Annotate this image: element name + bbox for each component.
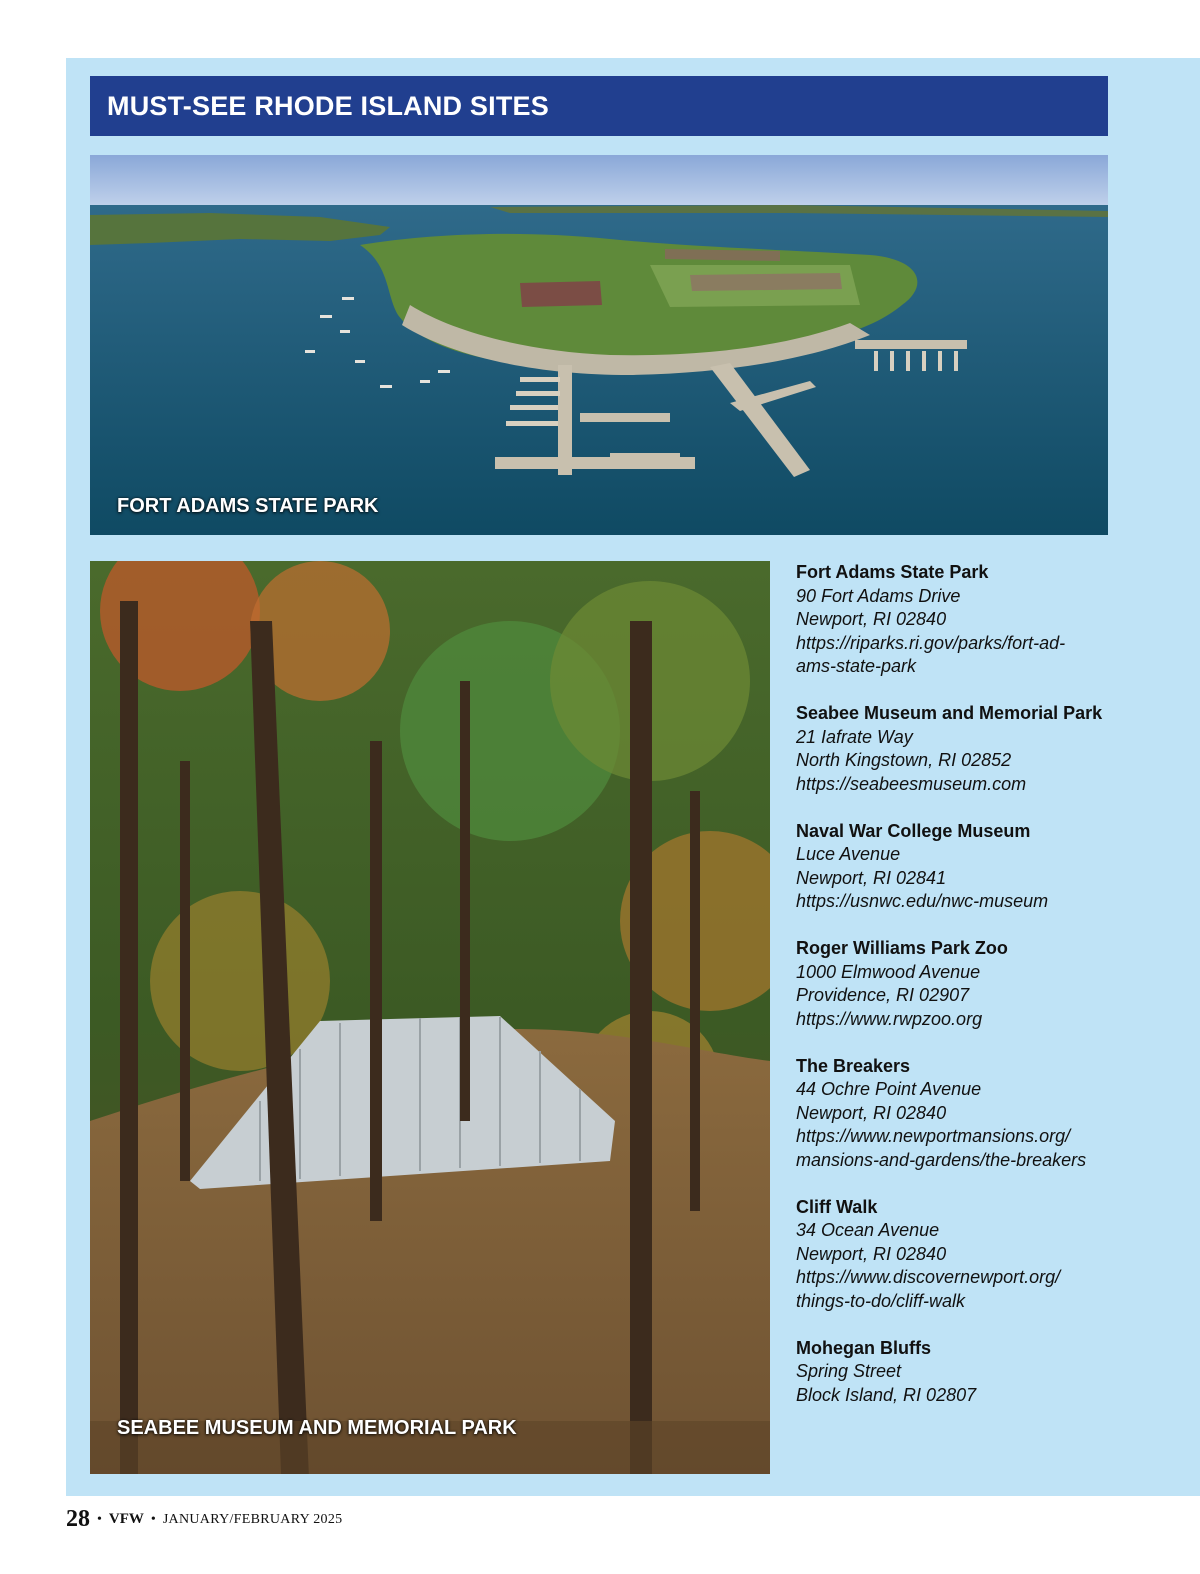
- site-name: The Breakers: [796, 1055, 911, 1076]
- site-name: Roger Williams Park Zoo: [796, 938, 1008, 958]
- site-entry: [796, 702, 1191, 796]
- site-entry: [796, 561, 1191, 679]
- site-entry: [796, 937, 1191, 1031]
- site-address: 1000 Elmwood Avenue: [796, 961, 981, 982]
- site-entry: [796, 820, 1191, 914]
- footer-separator: •: [97, 1512, 102, 1527]
- page-number: 28: [66, 1506, 90, 1532]
- site-city: Newport, RI 02840: [796, 1102, 947, 1123]
- site-address: 44 Ochre Point Avenue: [796, 1079, 982, 1099]
- site-url-continued: things-to-do/cliff-walk: [796, 1290, 966, 1311]
- site-city: Block Island, RI 02807: [796, 1384, 977, 1405]
- site-city: Providence, RI 02907: [796, 985, 970, 1005]
- site-city: Newport, RI 02840: [796, 1243, 947, 1264]
- site-address: Luce Avenue: [796, 844, 901, 864]
- site-name: Fort Adams State Park: [796, 562, 989, 582]
- site-city: Newport, RI 02841: [796, 867, 947, 888]
- site-url-continued: ams-state-park: [796, 656, 917, 676]
- page-footer: [66, 1506, 342, 1533]
- site-name: Naval War College Museum: [796, 820, 1031, 841]
- seabee-museum-caption: SEABEE MUSEUM AND MEMORIAL PARK: [117, 1417, 517, 1439]
- magazine-name: VFW: [108, 1511, 144, 1527]
- site-url: https://www.newportmansions.org/: [796, 1126, 1071, 1146]
- section-banner: [90, 76, 1108, 136]
- page-title: MUST-SEE RHODE ISLAND SITES: [107, 91, 549, 121]
- site-entry: [796, 1337, 1191, 1408]
- site-url: https://www.discovernewport.org/: [796, 1267, 1061, 1287]
- site-name: Seabee Museum and Memorial Park: [796, 703, 1103, 723]
- fort-adams-caption: FORT ADAMS STATE PARK: [117, 495, 379, 517]
- issue-date: JANUARY/FEBRUARY 2025: [162, 1512, 343, 1527]
- site-url: https://usnwc.edu/nwc-museum: [796, 891, 1049, 911]
- site-entry: [796, 1196, 1191, 1314]
- site-name: Mohegan Bluffs: [796, 1337, 931, 1358]
- seabee-museum-photo: [90, 561, 770, 1474]
- site-name: Cliff Walk: [796, 1196, 878, 1217]
- site-entry: [796, 1055, 1191, 1173]
- site-address: 34 Ocean Avenue: [796, 1220, 940, 1240]
- site-address: 21 Iafrate Way: [796, 726, 913, 747]
- site-address: 90 Fort Adams Drive: [796, 585, 961, 606]
- site-url: https://seabeesmuseum.com: [796, 773, 1027, 794]
- site-url: https://riparks.ri.gov/parks/fort-ad-: [796, 632, 1066, 653]
- site-city: North Kingstown, RI 02852: [796, 750, 1012, 770]
- site-url: https://www.rwpzoo.org: [796, 1008, 983, 1029]
- fort-adams-photo: [90, 155, 1108, 535]
- site-url-continued: mansions-and-gardens/the-breakers: [796, 1149, 1087, 1170]
- footer-separator: •: [150, 1512, 156, 1527]
- site-address: Spring Street: [796, 1361, 902, 1381]
- site-city: Newport, RI 02840: [796, 609, 947, 629]
- site-listings: [796, 561, 1191, 1431]
